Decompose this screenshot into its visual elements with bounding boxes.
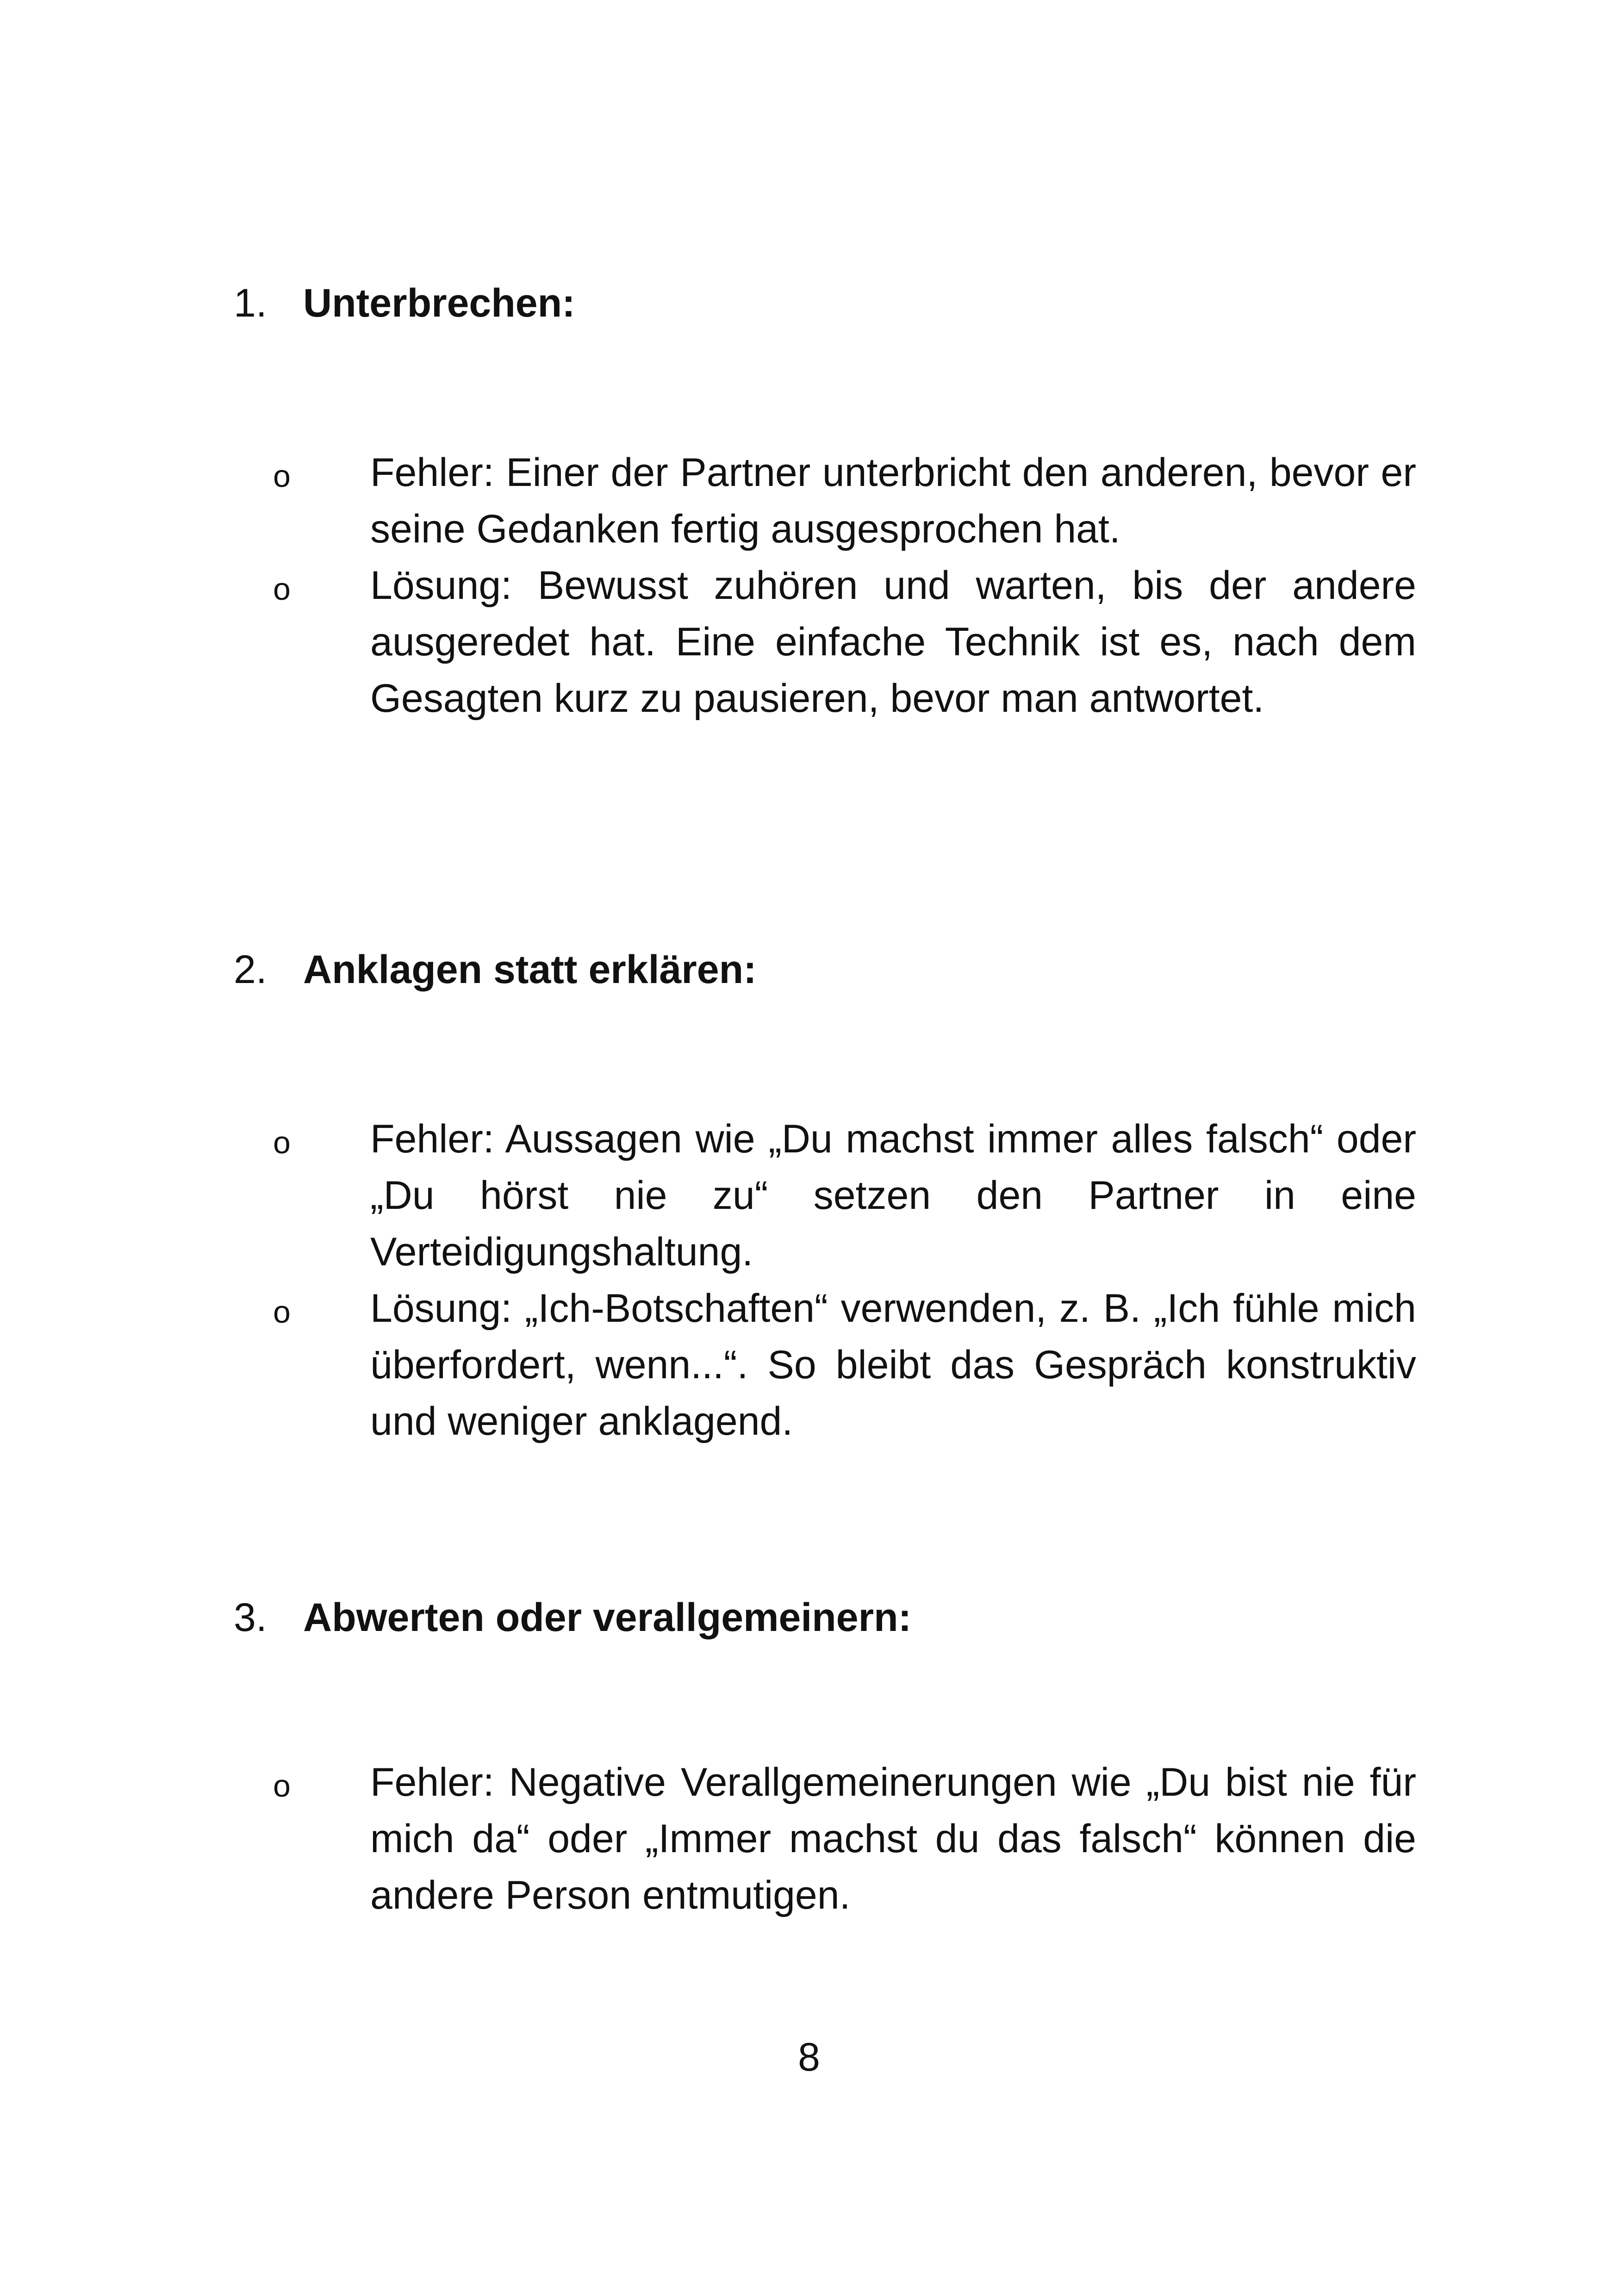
- item-text: Lösung: Bewusst zuhören und warten, bis der andere ausgeredet hat. Eine einfache Technik ist es, nach dem Gesagten kurz zu pausieren, bevor man antwortet.: [370, 563, 1416, 721]
- section-heading: [234, 1592, 911, 1643]
- page-number: 8: [798, 2035, 820, 2079]
- bullet-list: [273, 1111, 1416, 1450]
- circle-bullet-icon: o: [273, 459, 291, 494]
- section-heading: [234, 944, 757, 995]
- section-number: 3.: [234, 1595, 267, 1640]
- list-item: [273, 1754, 1416, 1923]
- list-item: [273, 557, 1416, 727]
- circle-bullet-icon: o: [273, 1768, 291, 1804]
- circle-bullet-icon: o: [273, 1125, 291, 1160]
- list-item: [273, 1111, 1416, 1280]
- section-number: 2.: [234, 947, 267, 992]
- section-title: Unterbrechen:: [303, 281, 575, 325]
- list-item: [273, 444, 1416, 557]
- circle-bullet-icon: o: [273, 1294, 291, 1330]
- section-title: Abwerten oder verallgemeinern:: [303, 1595, 912, 1640]
- bullet-list: [273, 1754, 1416, 1923]
- section-number: 1.: [234, 281, 267, 325]
- section-title: Anklagen statt erklären:: [303, 947, 757, 992]
- item-text: Fehler: Negative Verallgemeinerungen wie „Du bist nie für mich da“ oder „Immer machst du das falsch“ können die andere Person entmutigen.: [370, 1760, 1416, 1917]
- bullet-list: [273, 444, 1416, 727]
- item-text: Fehler: Einer der Partner unterbricht den anderen, bevor er seine Gedanken fertig ausgesprochen hat.: [370, 450, 1416, 551]
- item-text: Fehler: Aussagen wie „Du machst immer alles falsch“ oder „Du hörst nie zu“ setzen den Partner in eine Verteidigungshaltung.: [370, 1117, 1416, 1274]
- list-item: [273, 1280, 1416, 1450]
- circle-bullet-icon: o: [273, 572, 291, 607]
- item-text: Lösung: „Ich-Botschaften“ verwenden, z. B. „Ich fühle mich überfordert, wenn...“. So bleibt das Gespräch konstruktiv und weniger anklagend.: [370, 1286, 1416, 1444]
- section-heading: [234, 278, 575, 329]
